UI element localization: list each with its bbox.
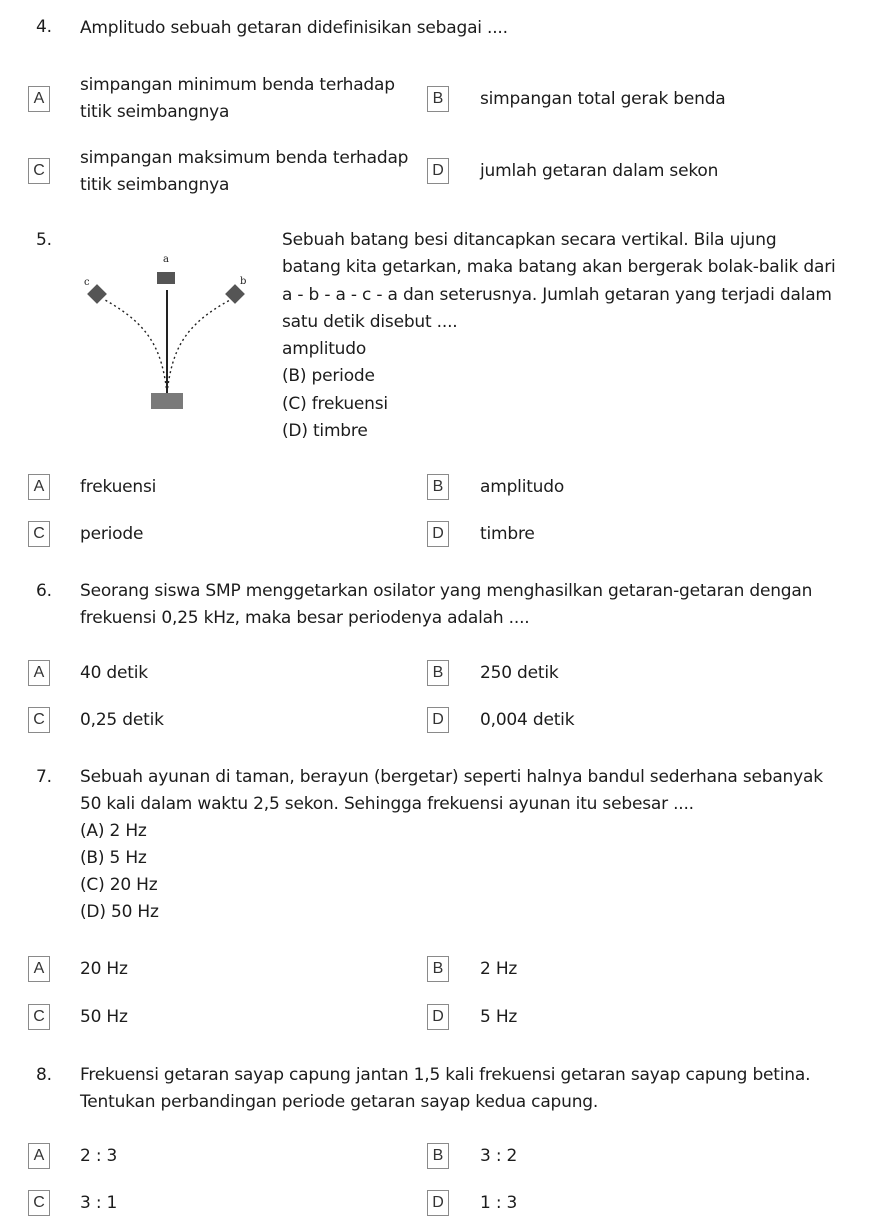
question-7-choice-1: (A) 2 Hz — [80, 821, 147, 841]
q7-option-b-text: 2 Hz — [480, 959, 518, 979]
question-4-text: Amplitudo sebuah getaran didefinisikan sebagai .... — [80, 18, 508, 38]
rod-end-a — [157, 272, 175, 284]
q6-option-a-text: 40 detik — [80, 663, 148, 683]
q8-option-c-text: 3 : 1 — [80, 1193, 118, 1213]
q8-option-b-text: 3 : 2 — [480, 1146, 518, 1166]
q6-option-b-text: 250 detik — [480, 663, 559, 683]
q5-option-a-letter: A — [28, 474, 50, 500]
q8-option-d-text: 1 : 3 — [480, 1193, 518, 1213]
label-b: b — [240, 276, 247, 287]
question-6-line-1: Seorang siswa SMP menggetarkan osilator yang menghasilkan getaran-getaran dengan — [80, 581, 813, 601]
question-8-line-1: Frekuensi getaran sayap capung jantan 1,5 kali frekuensi getaran sayap capung betina. — [80, 1065, 811, 1085]
question-5-line-3: a - b - a - c - a dan seterusnya. Jumlah getaran yang terjadi dalam — [282, 285, 832, 305]
q5-option-d-text: timbre — [480, 524, 535, 544]
q8-option-b-letter: B — [427, 1143, 449, 1169]
question-7-choice-2: (B) 5 Hz — [80, 848, 147, 868]
question-8-number: 8. — [36, 1065, 52, 1085]
q5-option-c-text: periode — [80, 524, 144, 544]
q5-option-c-letter: C — [28, 521, 50, 547]
rod-end-c — [87, 284, 107, 304]
question-5-line-1: Sebuah batang besi ditancapkan secara vertikal. Bila ujung — [282, 230, 777, 250]
q6-option-c-text: 0,25 detik — [80, 710, 164, 730]
q4-option-a-letter: A — [28, 86, 50, 112]
q4-option-d-letter: D — [427, 158, 449, 184]
q4-option-d-text: jumlah getaran dalam sekon — [480, 161, 719, 181]
question-7-number: 7. — [36, 767, 52, 787]
q5-option-a-text: frekuensi — [80, 477, 157, 497]
label-a: a — [163, 254, 169, 265]
q8-option-a-letter: A — [28, 1143, 50, 1169]
q6-option-c-letter: C — [28, 707, 50, 733]
question-5-line-2: batang kita getarkan, maka batang akan bergerak bolak-balik dari — [282, 257, 836, 277]
question-7-line-1: Sebuah ayunan di taman, berayun (bergetar) seperti halnya bandul sederhana sebanyak — [80, 767, 823, 787]
q4-option-c-line2: titik seimbangnya — [80, 175, 230, 195]
q7-option-c-text: 50 Hz — [80, 1007, 128, 1027]
q8-option-d-letter: D — [427, 1190, 449, 1216]
question-5-choice-4: (D) timbre — [282, 421, 368, 441]
q8-option-c-letter: C — [28, 1190, 50, 1216]
question-7-line-2: 50 kali dalam waktu 2,5 sekon. Sehingga frekuensi ayunan itu sebesar .... — [80, 794, 694, 814]
q6-option-a-letter: A — [28, 660, 50, 686]
q5-option-b-text: amplitudo — [480, 477, 565, 497]
question-5-choice-3: (C) frekuensi — [282, 394, 388, 414]
question-4-number: 4. — [36, 17, 52, 37]
q7-option-d-text: 5 Hz — [480, 1007, 518, 1027]
q4-option-a-line1: simpangan minimum benda terhadap — [80, 75, 395, 95]
q7-option-b-letter: B — [427, 956, 449, 982]
q4-option-b-text: simpangan total gerak benda — [480, 89, 726, 109]
question-5-choice-1: amplitudo — [282, 339, 367, 359]
q4-option-b-letter: B — [427, 86, 449, 112]
rod-path-c — [105, 300, 167, 393]
q4-option-a-line2: titik seimbangnya — [80, 102, 230, 122]
q7-option-d-letter: D — [427, 1004, 449, 1030]
q8-option-a-text: 2 : 3 — [80, 1146, 118, 1166]
question-6-number: 6. — [36, 581, 52, 601]
q6-option-d-letter: D — [427, 707, 449, 733]
q5-option-b-letter: B — [427, 474, 449, 500]
q7-option-a-letter: A — [28, 956, 50, 982]
q4-option-c-line1: simpangan maksimum benda terhadap — [80, 148, 409, 168]
q6-option-b-letter: B — [427, 660, 449, 686]
question-5-number: 5. — [36, 230, 52, 250]
q5-option-d-letter: D — [427, 521, 449, 547]
q7-option-a-text: 20 Hz — [80, 959, 128, 979]
rod-path-b — [167, 300, 230, 393]
question-5-line-4: satu detik disebut .... — [282, 312, 458, 332]
question-5-choice-2: (B) periode — [282, 366, 375, 386]
q4-option-c-letter: C — [28, 158, 50, 184]
q7-option-c-letter: C — [28, 1004, 50, 1030]
question-7-choice-3: (C) 20 Hz — [80, 875, 158, 895]
q6-option-d-text: 0,004 detik — [480, 710, 575, 730]
question-8-line-2: Tentukan perbandingan periode getaran sayap kedua capung. — [80, 1092, 599, 1112]
label-c: c — [84, 277, 90, 288]
question-6-line-2: frekuensi 0,25 kHz, maka besar periodenya adalah .... — [80, 608, 530, 628]
question-7-choice-4: (D) 50 Hz — [80, 902, 159, 922]
rod-base — [151, 393, 183, 409]
vibrating-rod-diagram — [80, 250, 260, 420]
